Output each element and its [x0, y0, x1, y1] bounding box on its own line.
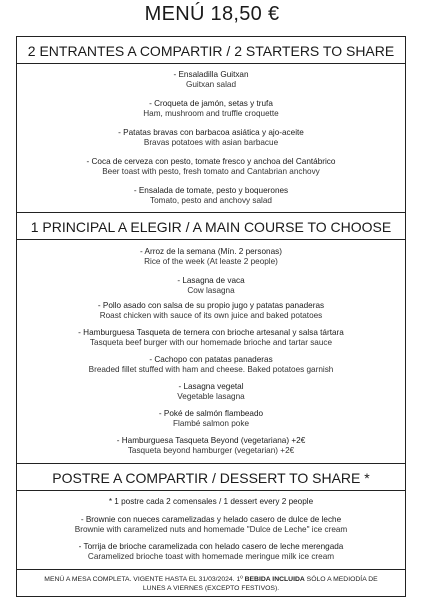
item-name-en: Vegetable lasagna: [177, 392, 245, 401]
menu-item: [21, 157, 401, 177]
dessert-note: * 1 postre cada 2 comensales / 1 dessert every 2 people: [108, 497, 314, 506]
section-divider: [17, 63, 405, 64]
item-name-en: Roast chicken with sauce of its own juice and baked potatoes: [99, 311, 323, 320]
item-name-es: - Cachopo con patatas panaderas: [149, 355, 273, 364]
menu-item: [21, 328, 401, 348]
item-name-en: Cow lasagna: [187, 286, 235, 295]
item-name-en: Brownie with caramelized nuts and homemade "Dulce de Leche" ice cream: [74, 525, 348, 534]
menu-item: [21, 70, 401, 90]
menu-item: [21, 409, 401, 429]
item-name-es: - Ensalada de tomate, pesto y boquerones: [133, 186, 289, 195]
item-name-es: - Arroz de la semana (Mín. 2 personas): [140, 247, 282, 256]
footer-text-b: SÓLO A MEDIODÍA DE: [304, 576, 378, 583]
footer-conditions: [21, 575, 401, 593]
menu-item: [21, 247, 401, 267]
mains-heading-es: 1 PRINCIPAL A ELEGIR: [30, 219, 182, 235]
item-name-en: Flambé salmon poke: [173, 419, 249, 428]
starters-heading-es: 2 ENTRANTES A COMPARTIR: [27, 43, 223, 59]
item-name-es: - Croqueta de jamón, setas y trufa: [149, 99, 273, 108]
menu-item: [21, 301, 401, 321]
footer-drink-included: BEBIDA INCLUIDA: [244, 576, 305, 583]
menu-item: [21, 99, 401, 119]
item-name-es: - Torrija de brioche caramelizada con helado casero de leche merengada: [78, 542, 344, 551]
item-name-es: - Lasagna de vaca: [177, 276, 245, 285]
section-divider: [17, 463, 405, 464]
mains-heading: [17, 218, 405, 236]
menu-item: [21, 382, 401, 402]
menu-item: [21, 276, 401, 296]
menu-frame: [16, 36, 406, 597]
section-divider: [17, 239, 405, 240]
item-name-en: Beer toast with pesto, fresh tomato and Cantabrian anchovy: [102, 167, 320, 176]
item-name-es: - Hamburguesa Tasqueta de ternera con brioche artesanal y salsa tártara: [78, 328, 344, 337]
menu-item: [21, 542, 401, 562]
item-name-en: Tomato, pesto and anchovy salad: [150, 196, 272, 205]
item-name-es: - Brownie con nueces caramelizadas y helado casero de dulce de leche: [80, 515, 342, 524]
starters-heading: [17, 42, 405, 60]
starters-heading-en: / 2 STARTERS TO SHARE: [226, 43, 395, 59]
menu-item: [21, 128, 401, 148]
item-name-es: - Poké de salmón flambeado: [158, 409, 264, 418]
footer-text-a: MENÚ A MESA COMPLETA. VIGENTE HASTA EL 31/03/2024. 1º: [44, 576, 245, 583]
item-name-en: Tasqueta beyond hamburger (vegetarian) +2€: [127, 446, 295, 455]
section-divider: [17, 212, 405, 213]
item-name-es: - Coca de cerveza con pesto, tomate fresco y anchoa del Cantábrico: [86, 157, 336, 166]
item-name-en: Tasqueta beef burger with our homemade brioche and tartar sauce: [89, 338, 333, 347]
item-name-es: - Pollo asado con salsa de su propio jugo y patatas panaderas: [97, 301, 325, 310]
item-name-en: Ham, mushroom and truffle croquette: [143, 109, 279, 118]
footer-line-1: [21, 575, 401, 584]
footer-line-2: LUNES A VIERNES (EXCEPTO FESTIVOS).: [142, 585, 280, 592]
item-name-es: - Lasagna vegetal: [178, 382, 244, 391]
section-divider: [17, 569, 405, 570]
menu-item: [21, 436, 401, 456]
mains-heading-en: / A MAIN COURSE TO CHOOSE: [185, 219, 392, 235]
dessert-heading: [17, 469, 405, 487]
item-name-es: - Ensaladilla Guitxan: [173, 70, 249, 79]
item-name-es: - Hamburguesa Tasqueta Beyond (vegetariana) +2€: [116, 436, 306, 445]
menu-item: [21, 186, 401, 206]
item-name-es: - Patatas bravas con barbacoa asiática y ajo-aceite: [118, 128, 304, 137]
dessert-heading-en: / DESSERT TO SHARE *: [212, 470, 370, 486]
item-name-en: Breaded fillet stuffed with ham and cheese. Baked potatoes garnish: [88, 365, 334, 374]
item-name-en: Caramelized brioche toast with homemade meringue milk ice cream: [87, 552, 335, 561]
menu-item: [21, 515, 401, 535]
section-divider: [17, 490, 405, 491]
dessert-heading-es: POSTRE A COMPARTIR: [52, 470, 209, 486]
menu-title: MENÚ 18,50 €: [144, 3, 280, 25]
item-name-en: Guitxan salad: [185, 80, 237, 89]
menu-item: [21, 355, 401, 375]
item-name-en: Bravas potatoes with asian barbacue: [143, 138, 279, 147]
item-name-en: Rice of the week (At leaste 2 people): [144, 257, 278, 266]
